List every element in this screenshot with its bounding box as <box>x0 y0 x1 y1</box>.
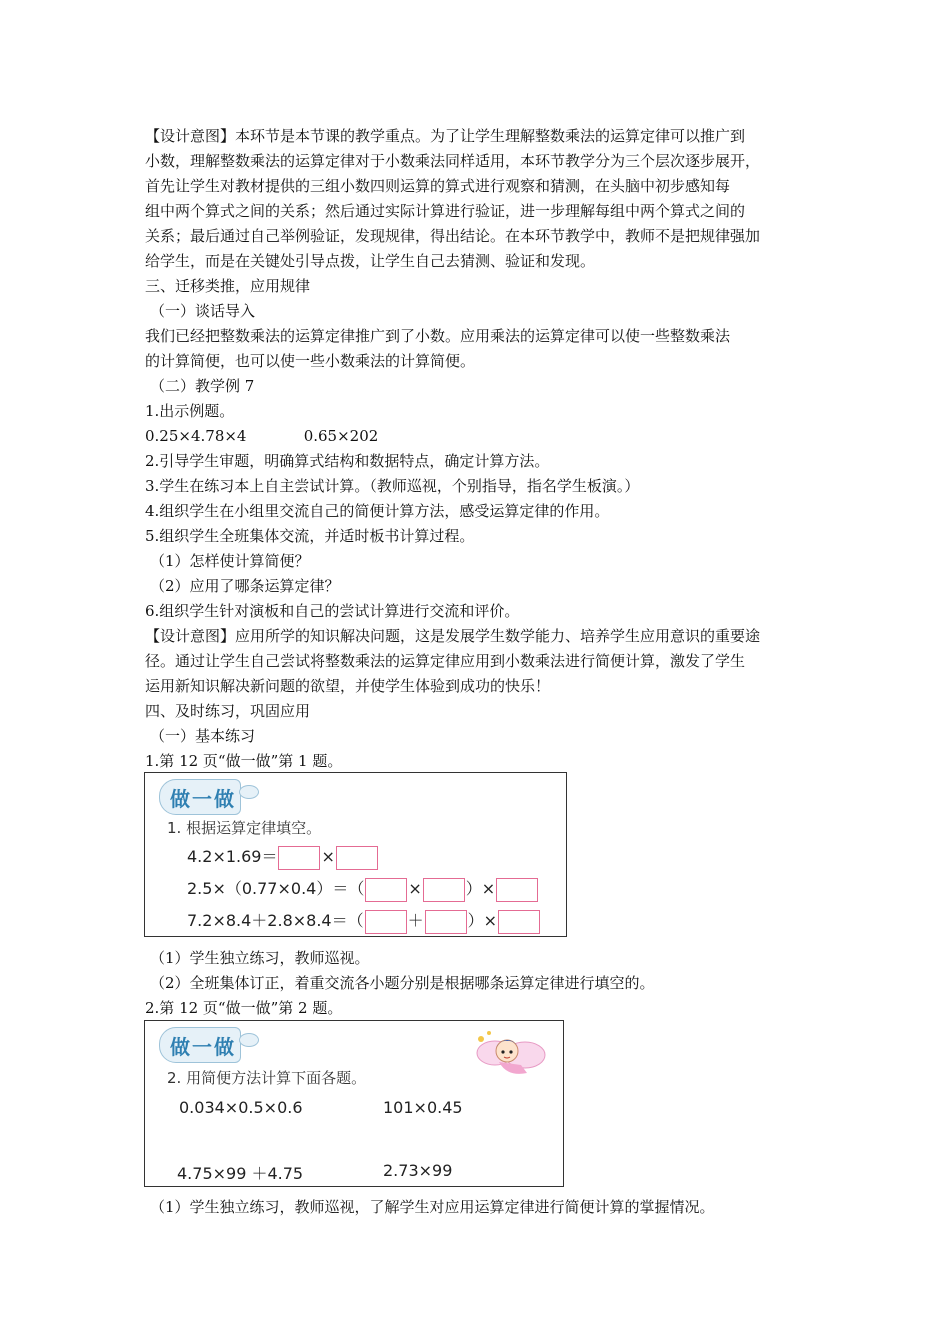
subsection-heading: （二）教学例 7 <box>150 377 255 395</box>
text-line: （1）怎样使计算简便？ <box>150 552 310 570</box>
text-line: 5.组织学生全班集体交流，并适时板书计算过程。 <box>145 527 475 545</box>
text-line: 组中两个算式之间的关系；然后通过实际计算进行验证，进一步理解每组中两个算式之间的 <box>145 202 746 220</box>
text-line: 【设计意图】本环节是本节课的教学重点。为了让学生理解整数乘法的运算定律可以推广到 <box>145 127 746 145</box>
subsection-heading: （一）谈话导入 <box>150 302 256 320</box>
text-line: 小数，理解整数乘法的运算定律对于小数乘法同样适用，本环节教学分为三个层次逐步展开， <box>145 152 761 170</box>
subsection-heading: （一）基本练习 <box>150 727 256 745</box>
text-line: 1.出示例题。 <box>145 402 235 420</box>
example-formulas: 0.25×4.78×4 0.65×202 <box>145 427 379 445</box>
tag-bubble-icon <box>239 785 259 799</box>
answer-box[interactable] <box>336 846 378 870</box>
exercise-tag-label: 做一做 <box>170 787 236 811</box>
operator: ＋ <box>407 911 424 930</box>
row-expression: 7.2×8.4＋2.8×8.4＝（ <box>187 911 364 930</box>
exercise-tag-label: 做一做 <box>170 1035 236 1059</box>
exercise-2-title: 2. 用简便方法计算下面各题。 <box>167 1069 367 1087</box>
answer-box[interactable] <box>365 878 407 902</box>
text-line: 我们已经把整数乘法的运算定律推广到了小数。应用乘法的运算定律可以使一些整数乘法 <box>145 327 731 345</box>
exercise-1-title: 1. 根据运算定律填空。 <box>167 819 322 837</box>
exercise-2-question: 101×0.45 <box>383 1098 463 1117</box>
answer-box[interactable] <box>423 878 465 902</box>
text-line: 运用新知识解决新问题的欲望，并使学生体验到成功的快乐！ <box>145 677 551 695</box>
exercise-1-row <box>187 844 379 870</box>
answer-box[interactable] <box>496 878 538 902</box>
exercise-2-question: 0.034×0.5×0.6 <box>179 1098 303 1117</box>
operator: ）× <box>467 911 498 930</box>
text-line: 的计算简便，也可以使一些小数乘法的计算简便。 <box>145 352 476 370</box>
text-line: 2.引导学生审题，明确算式结构和数据特点，确定计算方法。 <box>145 452 550 470</box>
exercise-2-question: 2.73×99 <box>383 1161 453 1180</box>
text-line: 首先让学生对教材提供的三组小数四则运算的算式进行观察和猜测，在头脑中初步感知每 <box>145 177 731 195</box>
exercise-1-figure <box>144 772 567 937</box>
text-line: （2）全班集体订正，着重交流各小题分别是根据哪条运算定律进行填空的。 <box>150 974 655 992</box>
text-line: 径。通过让学生自己尝试将整数乘法的运算定律应用到小数乘法进行简便计算，激发了学生 <box>145 652 746 670</box>
text-line: 【设计意图】应用所学的知识解决问题，这是发展学生数学能力、培养学生应用意识的重要途 <box>145 627 761 645</box>
text-line: 3.学生在练习本上自主尝试计算。（教师巡视，个别指导，指名学生板演。） <box>145 477 640 495</box>
text-line: 6.组织学生针对演板和自己的尝试计算进行交流和评价。 <box>145 602 520 620</box>
text-line: （1）学生独立练习，教师巡视，了解学生对应用运算定律进行简便计算的掌握情况。 <box>150 1198 715 1216</box>
exercise-tag <box>159 1027 241 1063</box>
operator: ）× <box>465 879 496 898</box>
row-expression: 2.5×（0.77×0.4）＝（ <box>187 879 365 898</box>
exercise-1-row <box>187 876 539 902</box>
text-line: （1）学生独立练习，教师巡视。 <box>150 949 370 967</box>
text-line: 4.组织学生在小组里交流自己的简便计算方法，感受运算定律的作用。 <box>145 502 610 520</box>
answer-box[interactable] <box>425 910 467 934</box>
answer-box[interactable] <box>278 846 320 870</box>
operator: × <box>321 847 335 866</box>
text-line: 1.第 12 页“做一做”第 1 题。 <box>145 752 343 770</box>
exercise-2-figure <box>144 1020 564 1187</box>
answer-box[interactable] <box>365 910 407 934</box>
exercise-tag <box>159 779 241 815</box>
exercise-2-question: 4.75×99 ＋4.75 <box>177 1164 304 1183</box>
answer-box[interactable] <box>498 910 540 934</box>
section-heading: 四、及时练习，巩固应用 <box>145 702 311 720</box>
fairy-girl-icon <box>467 1027 547 1085</box>
text-line: 给学生，而是在关键处引导点拨，让学生自己去猜测、验证和发现。 <box>145 252 596 270</box>
text-line: 关系；最后通过自己举例验证，发现规律，得出结论。在本环节教学中，教师不是把规律强加 <box>145 227 761 245</box>
text-line: （2）应用了哪条运算定律？ <box>150 577 340 595</box>
tag-bubble-icon <box>239 1033 259 1047</box>
operator: × <box>408 879 422 898</box>
exercise-1-row <box>187 908 541 934</box>
section-heading: 三、迁移类推，应用规律 <box>145 277 311 295</box>
row-expression: 4.2×1.69＝ <box>187 847 278 866</box>
text-line: 2.第 12 页“做一做”第 2 题。 <box>145 999 343 1017</box>
